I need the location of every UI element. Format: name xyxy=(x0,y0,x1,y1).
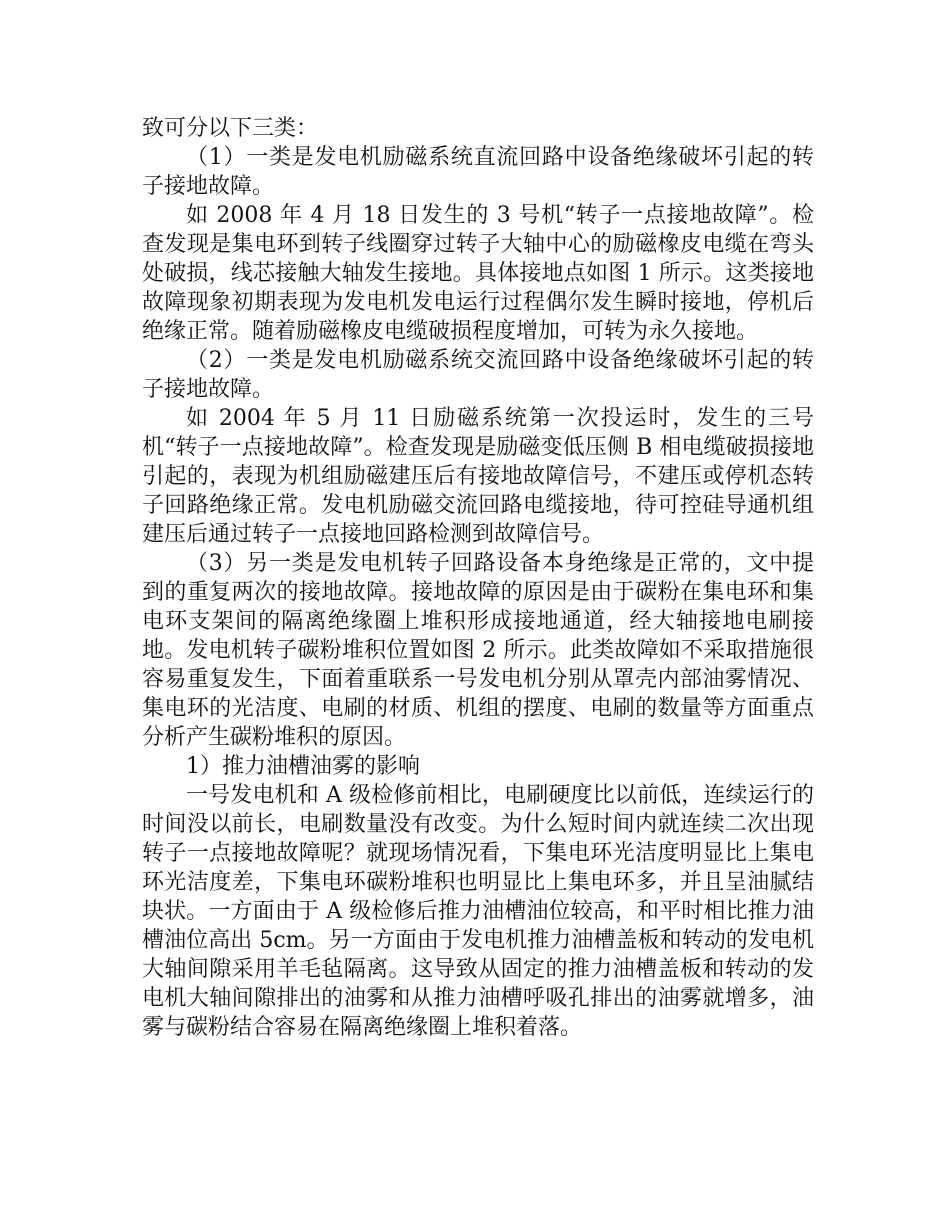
paragraph-type-1-example: 如 2008 年 4 月 18 日发生的 3 号机“转子一点接地故障”。检查发现是集电环到转子线圈穿过转子大轴中心的励磁橡皮电缆在弯头处破损，线芯接触大轴发生接地。具体接地点如图 1 所示。这类接地故障现象初期表现为发电机发电运行过程偶尔发生瞬时接地，停机后绝缘正常。随着励磁橡皮电缆破损程度增加，可转为永久接地。 xyxy=(142,203,814,344)
paragraph-type-3: （3）另一类是发电机转子回路设备本身绝缘是正常的，文中提到的重复两次的接地故障。接地故障的原因是由于碳粉在集电环和集电环支架间的隔离绝缘圈上堆积形成接地通道，经大轴接地电刷接地。发电机转子碳粉堆积位置如图 2 所示。此类故障如不采取措施很容易重复发生，下面着重联系一号发电机分别从罩壳内部油雾情况、集电环的光洁度、电刷的材质、机组的摆度、电刷的数量等方面重点分析产生碳粉堆积的原因。 xyxy=(142,551,814,750)
paragraph-type-2-heading: （2）一类是发电机励磁系统交流回路中设备绝缘破坏引起的转子接地故障。 xyxy=(142,348,814,402)
paragraph-type-2-example: 如 2004 年 5 月 11 日励磁系统第一次投运时，发生的三号机“转子一点接地故障”。检查发现是励磁变低压侧 B 相电缆破损接地引起的，表现为机组励磁建压后有接地故障信号，不建压或停机态转子回路绝缘正常。发电机励磁交流回路电缆接地，待可控硅导通机组建压后通过转子一点接地回路检测到故障信号。 xyxy=(142,406,814,547)
paragraph-type-1-heading: （1）一类是发电机励磁系统直流回路中设备绝缘破坏引起的转子接地故障。 xyxy=(142,145,814,199)
section-heading-oil-mist: 1）推力油槽油雾的影响 xyxy=(186,754,420,779)
paragraph-intro: 致可分以下三类： xyxy=(142,116,319,141)
document-page xyxy=(142,114,814,1042)
paragraph-oil-mist-analysis: 一号发电机和 A 级检修前相比，电刷硬度比以前低，连续运行的时间没以前长，电刷数量没有改变。为什么短时间内就连续二次出现转子一点接地故障呢？就现场情况看，下集电环光洁度明显比上集电环光洁度差，下集电环碳粉堆积也明显比上集电环多，并且呈油腻结块状。一方面由于 A 级检修后推力油槽油位较高，和平时相比推力油槽油位高出 5cm。另一方面由于发电机推力油槽盖板和转动的发电机大轴间隙采用羊毛毡隔离。这导致从固定的推力油槽盖板和转动的发电机大轴间隙排出的油雾和从推力油槽呼吸孔排出的油雾就增多，油雾与碳粉结合容易在隔离绝缘圈上堆积着落。 xyxy=(142,783,814,1040)
